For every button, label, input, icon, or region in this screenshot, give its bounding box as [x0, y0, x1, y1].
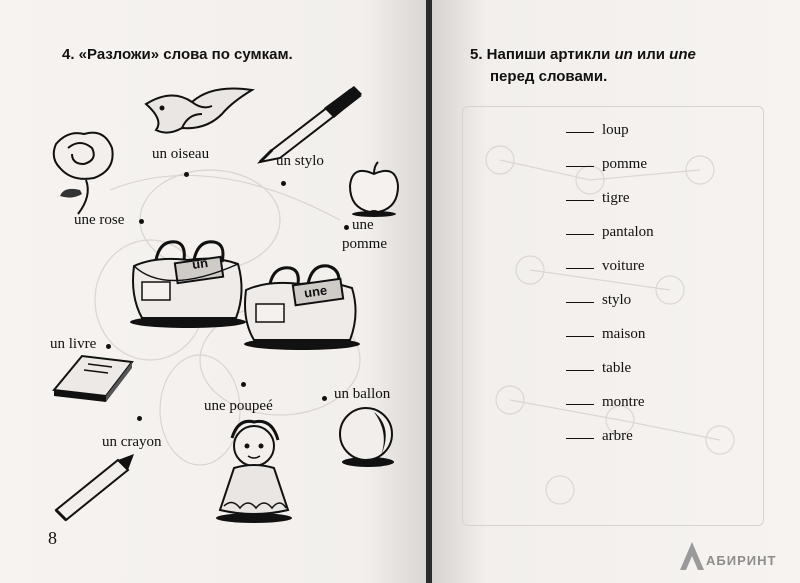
list-word: tigre	[602, 190, 630, 206]
answer-blank[interactable]	[566, 404, 594, 405]
word-ballon: un ballon	[334, 386, 391, 402]
ball-illustration	[334, 404, 400, 468]
bag-un-illustration	[126, 236, 250, 328]
rose-illustration	[48, 126, 120, 216]
watermark-brand: АБИРИНТ	[706, 553, 777, 568]
poupee-dot	[241, 382, 246, 387]
list-word: pomme	[602, 156, 647, 172]
bag-label-une: une	[303, 282, 329, 301]
list-item	[566, 190, 630, 207]
task-5-title-part1: 5. Напиши артикли	[470, 46, 615, 63]
bag-une-illustration	[238, 262, 364, 350]
bag-label-un: un	[191, 254, 209, 273]
list-word: montre	[602, 394, 645, 410]
word-pomme-line2: pomme	[342, 236, 387, 252]
answer-blank[interactable]	[566, 132, 594, 133]
task-4-title: 4. «Разложи» слова по сумкам.	[62, 46, 293, 63]
list-word: voiture	[602, 258, 645, 274]
word-livre: un livre	[50, 336, 97, 352]
pomme-dot	[344, 225, 349, 230]
ballon-dot	[322, 396, 327, 401]
oiseau-dot	[184, 172, 189, 177]
list-item	[566, 394, 645, 411]
word-poupee: une poupeé	[204, 398, 273, 414]
list-item	[566, 224, 654, 241]
pencil-illustration	[52, 452, 136, 522]
crayon-dot	[137, 416, 142, 421]
list-item	[566, 258, 645, 275]
list-item	[566, 292, 631, 309]
answer-blank[interactable]	[566, 200, 594, 201]
rose-dot	[139, 219, 144, 224]
answer-blank[interactable]	[566, 336, 594, 337]
livre-dot	[106, 344, 111, 349]
list-item	[566, 428, 633, 445]
list-word: loup	[602, 122, 629, 138]
apple-illustration	[344, 162, 404, 218]
bird-illustration	[142, 84, 262, 144]
word-stylo: un stylo	[276, 153, 324, 169]
answer-blank[interactable]	[566, 438, 594, 439]
list-item	[566, 360, 631, 377]
article-une: une	[669, 46, 696, 63]
word-pomme-line1: une	[352, 217, 374, 233]
list-item	[566, 156, 647, 173]
list-word: maison	[602, 326, 646, 342]
list-item	[566, 326, 645, 343]
answer-blank[interactable]	[566, 268, 594, 269]
list-word: stylo	[602, 292, 632, 308]
answer-blank[interactable]	[566, 302, 594, 303]
task-5-title-or: или	[632, 46, 670, 63]
book-illustration	[52, 352, 134, 402]
answer-blank[interactable]	[566, 370, 594, 371]
article-un: un	[614, 46, 633, 63]
list-word: table	[602, 360, 632, 376]
word-crayon: un crayon	[102, 434, 162, 450]
list-item	[566, 122, 629, 139]
answer-blank[interactable]	[566, 234, 594, 235]
word-oiseau: un oiseau	[152, 146, 210, 162]
doll-illustration	[210, 414, 298, 524]
page-number: 8	[48, 528, 57, 548]
word-rose: une rose	[74, 212, 125, 228]
stylo-dot	[281, 181, 286, 186]
task-5-title-line2: перед словами.	[490, 68, 608, 85]
list-word: pantalon	[602, 224, 654, 240]
task-5-title	[470, 46, 696, 63]
list-word: arbre	[602, 428, 633, 444]
answer-blank[interactable]	[566, 166, 594, 167]
